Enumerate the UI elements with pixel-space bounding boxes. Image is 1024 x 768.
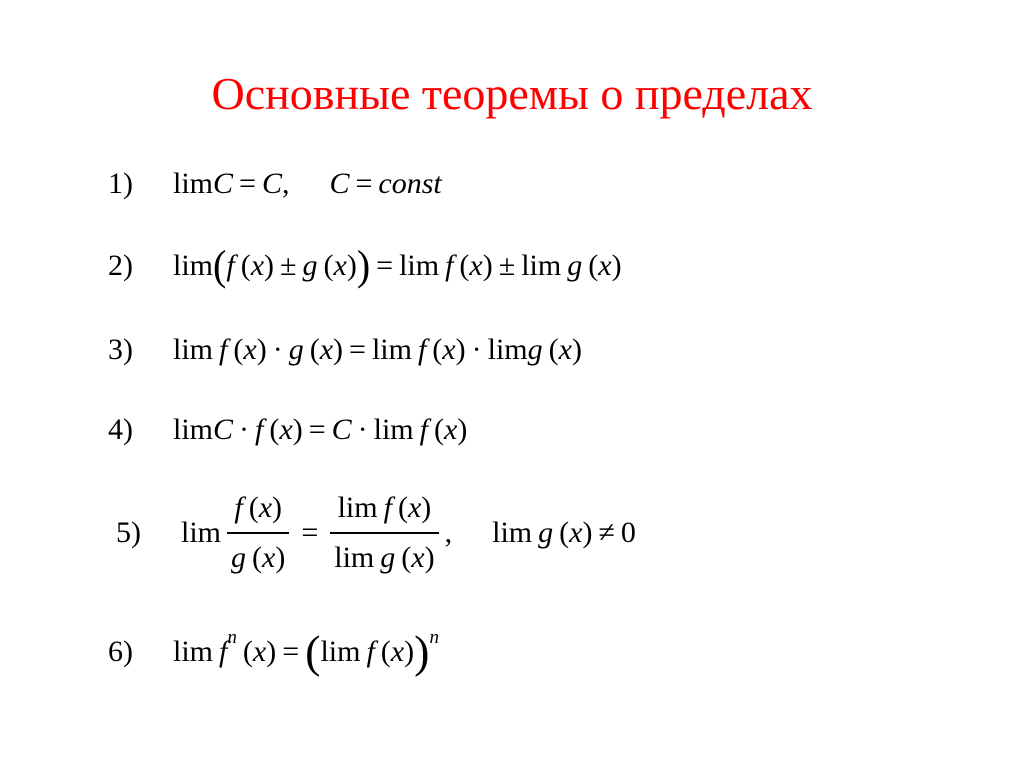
- formula-1: lim C = C , C = const: [173, 167, 442, 200]
- formula-4: lim C · f ( x ) = C · lim f ( x ): [173, 413, 468, 446]
- formula-5: lim $\frac{f (x)}{g (x)}$ = $\frac{\text{lim f (x)}}{\text{lim g (x)}}$ , lim g ( x ) ≠ 0: [181, 491, 636, 574]
- theorem-3: [108, 332, 582, 368]
- theorem-4: [108, 412, 467, 448]
- slide-title: Основные теоремы о пределах: [211, 68, 813, 119]
- theorem-number: 5): [116, 516, 141, 549]
- formula-2: lim ( f ( x ) ± g ( x ) ) = lim f ( x ) ± lim g ( x ): [173, 241, 622, 290]
- fraction-left: $\frac{f (x)}{g (x)}$: [227, 490, 289, 576]
- fraction-right: $\frac{\text{lim f (x)}}{\text{lim g (x)}}$: [330, 490, 438, 576]
- formula-6: lim f n ( x ) = ( lim f ( x ) ) n: [173, 626, 439, 677]
- theorem-5: [116, 490, 636, 576]
- theorem-number: 4): [108, 413, 133, 446]
- theorem-number: 1): [108, 167, 133, 200]
- formula-3: lim f ( x ) · g ( x ) = lim f ( x ) · lim g ( x ): [173, 333, 582, 366]
- theorem-6: [108, 626, 439, 677]
- theorem-number: 3): [108, 333, 133, 366]
- theorem-number: 2): [108, 249, 133, 282]
- theorem-2: [108, 241, 622, 290]
- theorem-number: 6): [108, 635, 133, 668]
- theorem-1: [108, 166, 442, 202]
